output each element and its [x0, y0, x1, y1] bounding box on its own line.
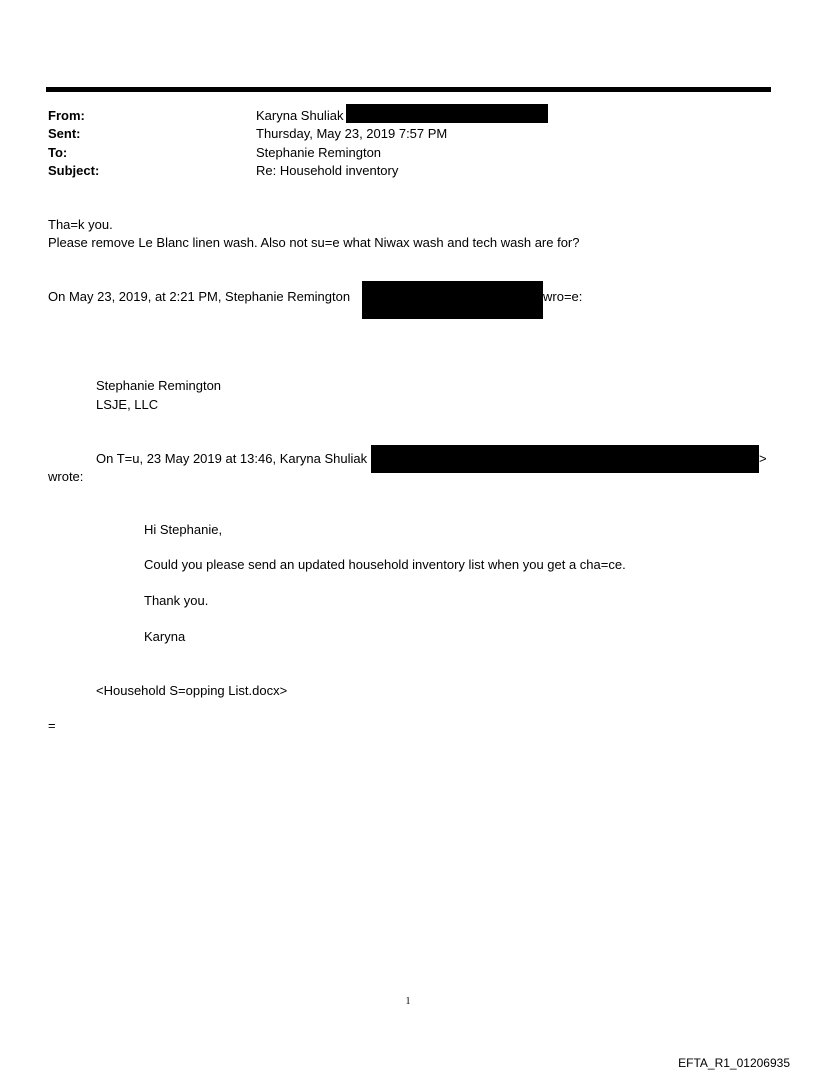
- bates-number: EFTA_R1_01206935: [678, 1056, 790, 1070]
- trailing-equals: =: [48, 718, 56, 733]
- body-line-thanks: Tha=k you.: [48, 217, 113, 232]
- from-value: Karyna Shuliak: [256, 108, 344, 123]
- redaction-block: [346, 104, 548, 123]
- subject-value: Re: Household inventory: [256, 163, 399, 178]
- redaction-block: [362, 281, 543, 319]
- body-line-request: Please remove Le Blanc linen wash. Also not su=e what Niwax wash and tech wash are for?: [48, 235, 580, 250]
- signature-name: Stephanie Remington: [96, 378, 222, 393]
- redaction-block: [371, 445, 759, 473]
- to-label: To:: [48, 145, 68, 160]
- to-value: Stephanie Remington: [256, 145, 382, 160]
- attachment-name[interactable]: <Household S=opping List.docx>: [96, 683, 288, 698]
- quote-header-1: On May 23, 2019, at 2:21 PM, Stephanie Remington: [48, 289, 351, 304]
- quoted-thanks: Thank you.: [144, 593, 209, 608]
- sent-value: Thursday, May 23, 2019 7:57 PM: [256, 126, 448, 141]
- quote-header-1-wrote: wro=e:: [543, 289, 583, 304]
- quote-header-2: On T=u, 23 May 2019 at 13:46, Karyna Shuliak: [96, 451, 368, 466]
- from-label: From:: [48, 108, 85, 123]
- quote-header-2-wrote: wrote:: [48, 469, 84, 484]
- quoted-greeting: Hi Stephanie,: [144, 522, 223, 537]
- quote-header-2-bracket: >: [759, 451, 767, 466]
- quoted-request: Could you please send an updated household inventory list when you get a cha=ce.: [144, 557, 626, 572]
- header-rule: [46, 87, 771, 92]
- page-number: 1: [405, 996, 411, 1007]
- sent-label: Sent:: [48, 126, 81, 141]
- quoted-signoff: Karyna: [144, 629, 186, 644]
- subject-label: Subject:: [48, 163, 100, 178]
- signature-company: LSJE, LLC: [96, 397, 159, 412]
